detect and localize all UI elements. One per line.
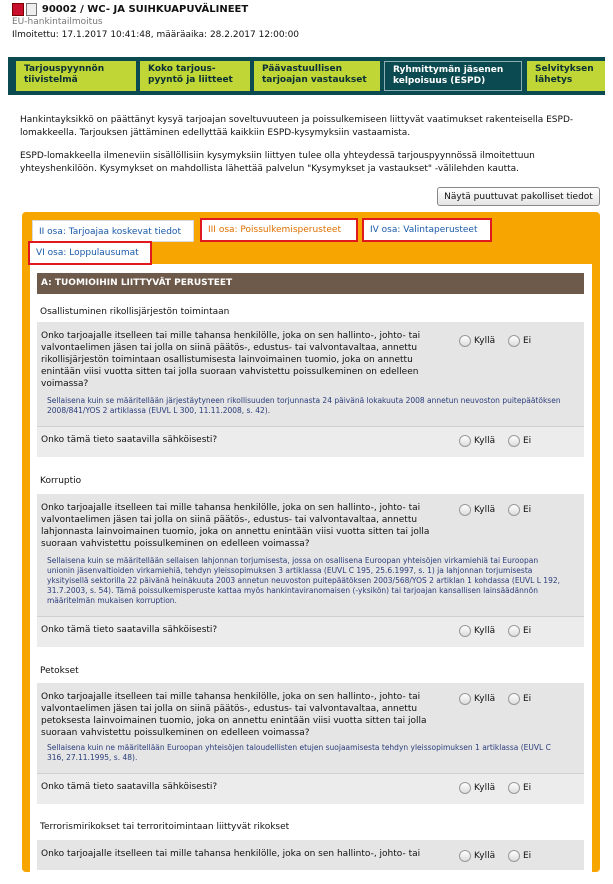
no-radio[interactable]	[508, 435, 520, 447]
main-tab-bar	[8, 57, 605, 95]
part-tab-ii[interactable]: II osa: Tarjoajaa koskevat tiedot	[32, 220, 194, 242]
show-missing-required-button[interactable]: Näytä puuttuvat pakolliset tiedot	[437, 187, 600, 206]
no-label: Ei	[522, 851, 532, 861]
answer-radios	[459, 850, 541, 862]
no-label: Ei	[522, 626, 532, 636]
section-title: A: TUOMIOIHIN LIITTYVÄT PERUSTEET	[37, 273, 584, 294]
question-block	[37, 683, 584, 773]
category-heading: Osallistuminen rikollisjärjestön toimintaan	[40, 307, 230, 317]
notice-type: EU-hankintailmoitus	[12, 17, 103, 27]
notice-dates: Ilmoitettu: 17.1.2017 10:41:48, määräaika: 28.2.2017 12:00:00	[12, 30, 300, 40]
yes-label: Kyllä	[474, 436, 496, 446]
yes-label: Kyllä	[474, 783, 496, 793]
yes-radio[interactable]	[459, 625, 471, 637]
question-text: Onko tarjoajalle itselleen tai mille tahansa henkilölle, joka on sen hallinto-, johto- tai	[41, 849, 421, 859]
intro-paragraph-2: ESPD-lomakkeella ilmeneviin sisällöllisiin kysymyksiin liittyen tulee olla yhteydessä tarjouspyynnössä ilmoitettuun yhteyshenkilöön. Kysymykset on mahdollista lähettää palvelun "Kysymykset ja vastaukset" -välilehden kautta.	[20, 151, 535, 174]
category-heading: Petokset	[40, 666, 79, 676]
electronic-question: Onko tämä tieto saatavilla sähköisesti?	[41, 435, 218, 445]
answer-radios	[459, 504, 541, 516]
no-label: Ei	[522, 505, 532, 515]
answer-radios	[459, 335, 541, 347]
no-radio[interactable]	[508, 504, 520, 516]
answer-radios	[459, 625, 541, 637]
yes-radio[interactable]	[459, 782, 471, 794]
yes-label: Kyllä	[474, 336, 496, 346]
category-heading: Terrorismirikokset tai terroritoimintaan liittyvät rikokset	[40, 822, 290, 832]
legal-note: Sellaisena kuin se määritellään sellaisen lahjonnan torjumisesta, jossa on osallisena Euroopan yhteisöjen virkamiehiä tai Euroopan unionin jäsenvaltioiden virkamiehiä, tehdyn yleissopimuksen 3 artiklassa (EUVL C 195, 25.6.1997, s. 1) ja lahjonnan torjumisesta yksityisellä sektorilla 22 päivänä heinäkuuta 2003 annetun neuvoston puitepäätöksen 2003/568/YOS 2 artiklan 1 kohdassa (EUVL L 192, 31.7.2003, s. 54). Tämä poissulkemisperuste kattaa myös hankintaviranomaisen (-yksikön) tai tarjoajan kansallisen lainsäädännön määritelmän mukaisen korruption.	[47, 556, 560, 605]
category-heading: Korruptio	[40, 476, 82, 486]
question-block	[37, 322, 584, 426]
electronic-availability-row	[37, 773, 584, 804]
tab-send-report[interactable]: Selvityksen lähetys	[527, 61, 605, 91]
document-icon[interactable]	[26, 3, 37, 16]
electronic-availability-row	[37, 616, 584, 647]
header-icons	[12, 3, 37, 16]
answer-radios	[459, 782, 541, 794]
notice-title: 90002 / WC- JA SUIHKUAPUVÄLINEET	[41, 4, 249, 15]
tab-group-member-espd[interactable]: Ryhmittymän jäsenen kelpoisuus (ESPD)	[384, 61, 522, 91]
no-label: Ei	[522, 783, 532, 793]
answer-radios	[459, 435, 541, 447]
part-tab-iii[interactable]: III osa: Poissulkemisperusteet	[200, 218, 358, 242]
yes-radio[interactable]	[459, 335, 471, 347]
no-label: Ei	[522, 336, 532, 346]
tab-full-request[interactable]: Koko tarjous-pyyntö ja liitteet	[140, 61, 250, 91]
no-radio[interactable]	[508, 850, 520, 862]
yes-radio[interactable]	[459, 504, 471, 516]
legal-note: Sellaisena kuin se määritellään järjestäytyneen rikollisuuden torjunnasta 24 päivänä lokakuuta 2008 annetun neuvoston puitepäätöksen 2008/841/YOS 2 artiklassa (EUVL L 300, 11.11.2008, s. 42).	[47, 396, 561, 415]
pdf-icon[interactable]	[12, 3, 24, 16]
notice-header	[12, 3, 248, 16]
question-text: Onko tarjoajalle itselleen tai mille tahansa henkilölle, joka on sen hallinto-, johto- tai valvontaelimen jäsen tai jolla on siinä päätös-, edustus- tai valvontavaltaa, annettu lahjonnasta lainvoimainen tuomio, joka on annettu enintään viisi vuotta sitten tai jolla suoraan vahvistettu poissulkeminen on edelleen voimassa?	[41, 503, 430, 549]
legal-note: Sellaisena kuin ne määritellään Euroopan yhteisöjen taloudellisten etujen suojaamisesta tehdyn yleissopimuksen 1 artiklassa (EUVL C 316, 27.11.1995, s. 48).	[47, 743, 551, 762]
yes-radio[interactable]	[459, 693, 471, 705]
question-block	[37, 494, 584, 616]
yes-radio[interactable]	[459, 850, 471, 862]
question-text: Onko tarjoajalle itselleen tai mille tahansa henkilölle, joka on sen hallinto-, johto- tai valvontaelimen jäsen tai jolla on siinä päätös-, edustus- tai valvontavaltaa, annettu petoksesta lainvoimainen tuomio, joka on annettu enintään viisi vuotta sitten tai jolla suoraan vahvistettu poissulkeminen on edelleen voimassa?	[41, 692, 427, 738]
no-radio[interactable]	[508, 625, 520, 637]
tab-summary[interactable]: Tarjouspyynnön tiivistelmä	[16, 61, 136, 91]
question-block	[37, 840, 584, 870]
yes-label: Kyllä	[474, 626, 496, 636]
yes-radio[interactable]	[459, 435, 471, 447]
answer-radios	[459, 693, 541, 705]
yes-label: Kyllä	[474, 851, 496, 861]
part-tab-vi[interactable]: VI osa: Loppulausumat	[28, 241, 152, 265]
yes-label: Kyllä	[474, 505, 496, 515]
no-radio[interactable]	[508, 335, 520, 347]
no-label: Ei	[522, 694, 532, 704]
no-label: Ei	[522, 436, 532, 446]
electronic-question: Onko tämä tieto saatavilla sähköisesti?	[41, 625, 218, 635]
intro-paragraph-1: Hankintayksikkö on päättänyt kysyä tarjoajan soveltuvuuteen ja poissulkemiseen liittyvät vaatimukset rakenteisella ESPD-lomakkeella. Tarjouksen jättäminen edellyttää kaikkiin ESPD-kysymyksiin vastaamista.	[20, 115, 574, 138]
question-text: Onko tarjoajalle itselleen tai mille tahansa henkilölle, joka on sen hallinto-, johto- tai valvontaelimen jäsen tai jolla on siinä päätös-, edustus- tai valvontavaltaa, annettu rikollisjärjestön toimintaan osallistumisesta lainvoimainen tuomio, joka on annettu enintään viisi vuotta sitten tai jolla suoraan vahvistettu poissulkeminen on edelleen voimassa?	[41, 331, 421, 389]
part-tab-iv[interactable]: IV osa: Valintaperusteet	[362, 218, 492, 242]
no-radio[interactable]	[508, 693, 520, 705]
electronic-question: Onko tämä tieto saatavilla sähköisesti?	[41, 782, 218, 792]
no-radio[interactable]	[508, 782, 520, 794]
yes-label: Kyllä	[474, 694, 496, 704]
tab-main-tenderer-answers[interactable]: Päävastuullisen tarjoajan vastaukset	[254, 61, 380, 91]
electronic-availability-row	[37, 426, 584, 457]
